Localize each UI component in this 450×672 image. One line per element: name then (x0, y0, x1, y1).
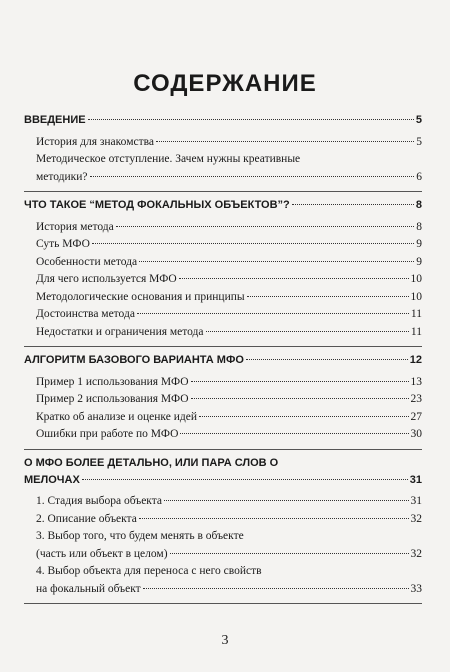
section-heading-text: ЧТО ТАКОЕ “МЕТОД ФОКАЛЬНЫХ ОБЪЕКТОВ”? (24, 199, 290, 211)
toc-section (24, 197, 422, 347)
toc-entry (24, 254, 422, 272)
toc-entry-page: 32 (410, 512, 422, 525)
toc-entry-page: 8 (416, 220, 422, 233)
toc-section (24, 352, 422, 450)
section-heading-text: МЕЛОЧАХ (24, 473, 80, 486)
section-page-number: 8 (415, 199, 422, 211)
dot-leader (191, 381, 409, 382)
dot-leader (82, 479, 408, 480)
dot-leader (292, 204, 414, 205)
toc-entry-page: 27 (410, 410, 422, 423)
dot-leader (139, 261, 414, 262)
section-page-number: 31 (409, 473, 422, 486)
toc-entry-line: 4. Выбор объекта для переноса с него свойств (36, 565, 262, 577)
toc-entry-page: 31 (410, 495, 422, 507)
toc-entry-page: 10 (410, 273, 422, 285)
toc-entry-text: Особенности метода (36, 255, 138, 268)
toc-entry-page: 11 (410, 325, 422, 338)
section-page-number: 5 (415, 114, 422, 126)
section-heading (24, 112, 422, 130)
dot-leader (156, 141, 414, 142)
dot-leader (206, 331, 409, 332)
toc-entry (24, 546, 422, 564)
dot-leader (180, 433, 408, 434)
toc-entry (24, 134, 422, 152)
page-number: 3 (221, 633, 229, 648)
section-heading-text: АЛГОРИТМ БАЗОВОГО ВАРИАНТА МФО (24, 354, 244, 366)
toc-entry (24, 426, 422, 444)
dot-leader (246, 359, 408, 360)
toc-entry (24, 324, 422, 342)
section-heading-line: О МФО БОЛЕЕ ДЕТАЛЬНО, ИЛИ ПАРА СЛОВ О (24, 456, 279, 469)
toc-entry-line: Методическое отступление. Зачем нужны креативные (36, 153, 301, 165)
toc-entry-text: на фокальный объект (36, 582, 141, 595)
toc-entry (24, 219, 422, 237)
toc-entry-text: Кратко об анализе и оценке идей (36, 410, 197, 423)
dot-leader (164, 500, 408, 501)
toc-entry-page: 32 (410, 547, 422, 560)
toc-entry (24, 581, 422, 599)
toc-entry-text: Пример 2 использования МФО (36, 393, 189, 405)
section-heading-text: ВВЕДЕНИЕ (24, 114, 86, 126)
toc-entry-text: История для знакомства (36, 135, 154, 148)
toc-entry-line: 3. Выбор того, что будем менять в объекте (36, 530, 244, 542)
toc-entry-text: 2. Описание объекта (36, 512, 137, 525)
toc-entry (24, 169, 422, 187)
toc-section (24, 112, 422, 192)
toc-section (24, 455, 422, 605)
toc-entry-page: 23 (410, 393, 422, 405)
toc-entry (24, 511, 422, 529)
toc-entry-page: 9 (416, 238, 422, 250)
toc-entry-text: Недостатки и ограничения метода (36, 325, 204, 338)
dot-leader (179, 278, 409, 279)
section-heading (24, 352, 422, 370)
toc-entry-page: 9 (416, 255, 422, 268)
toc-entry (24, 289, 422, 307)
section-heading (24, 472, 422, 490)
page-title: СОДЕРЖАНИЕ (133, 70, 317, 97)
toc-entry-text: Для чего используется МФО (36, 273, 177, 285)
toc-entry-text: Ошибки при работе по МФО (36, 428, 179, 440)
toc-entry-page: 11 (410, 308, 422, 320)
toc-entry (24, 493, 422, 511)
toc-entry-page: 5 (416, 135, 422, 148)
toc-entry-page: 6 (416, 170, 422, 183)
toc-entry (24, 391, 422, 409)
toc-entry-page: 10 (410, 290, 422, 303)
toc-entry-text: методики? (36, 170, 88, 183)
section-heading (24, 197, 422, 215)
toc-entry (24, 271, 422, 289)
dot-leader (92, 243, 414, 244)
toc-entry-text: История метода (36, 220, 114, 233)
dot-leader (143, 588, 409, 589)
toc-entry (24, 409, 422, 427)
dot-leader (116, 226, 415, 227)
dot-leader (199, 416, 409, 417)
toc-entry-text: Суть МФО (36, 238, 90, 250)
table-of-contents (24, 112, 422, 609)
dot-leader (170, 553, 409, 554)
toc-entry-page: 13 (410, 375, 422, 388)
dot-leader (191, 398, 409, 399)
toc-entry-text: Методологические основания и принципы (36, 290, 245, 303)
toc-entry-text: Достоинства метода (36, 308, 135, 320)
toc-entry-text: 1. Стадия выбора объекта (36, 495, 163, 507)
toc-entry-text: Пример 1 использования МФО (36, 375, 189, 388)
toc-entry (24, 374, 422, 392)
toc-entry-text: (часть или объект в целом) (36, 547, 168, 560)
toc-entry (24, 306, 422, 324)
section-page-number: 12 (409, 354, 422, 366)
dot-leader (247, 296, 409, 297)
toc-entry-page: 33 (410, 582, 422, 595)
dot-leader (137, 313, 409, 314)
dot-leader (90, 176, 415, 177)
dot-leader (139, 518, 409, 519)
dot-leader (88, 119, 414, 120)
toc-entry (24, 236, 422, 254)
toc-entry-page: 30 (410, 428, 422, 440)
